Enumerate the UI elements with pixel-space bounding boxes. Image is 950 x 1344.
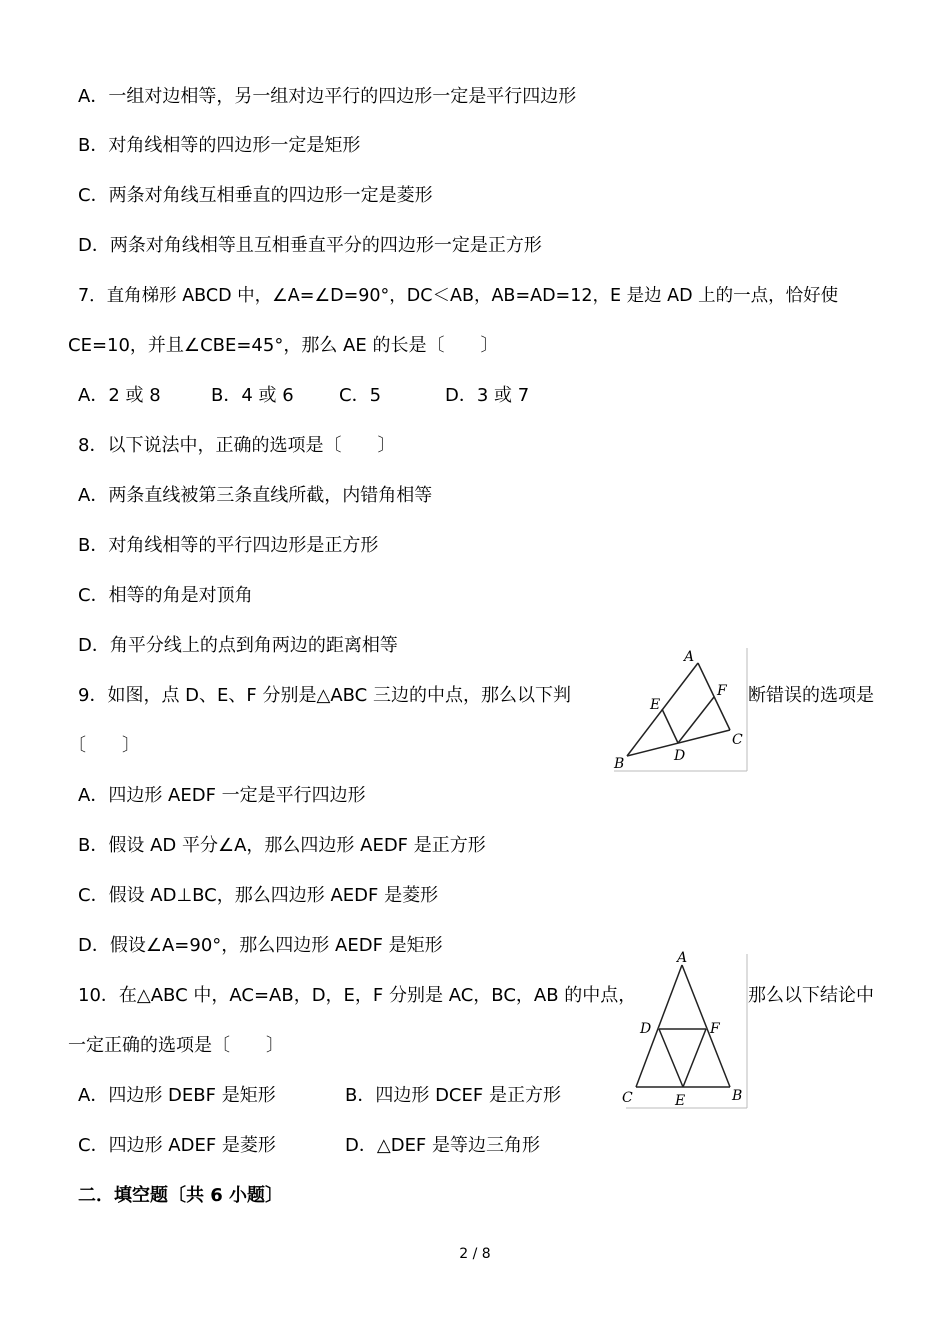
q9-stem-line2: 〔 〕	[68, 735, 140, 756]
q9-label-f: F	[717, 683, 727, 699]
q9-label-b: B	[614, 756, 625, 772]
q9-option-c: C．假设 AD⊥BC，那么四边形 AEDF 是菱形	[78, 885, 439, 906]
q10-option-a: A．四边形 DEBF 是矩形	[78, 1085, 276, 1106]
q10-stem-line2: 一定正确的选项是〔 〕	[68, 1035, 284, 1056]
q9-triangle-diagram	[612, 646, 748, 772]
q9-label-a: A	[684, 649, 695, 665]
q8-option-a: A．两条直线被第三条直线所截，内错角相等	[78, 485, 433, 506]
page-number: 2 / 8	[459, 1246, 491, 1262]
q9-segment-ed	[662, 709, 678, 743]
q9-option-a: A．四边形 AEDF 一定是平行四边形	[78, 785, 366, 806]
q9-stem-left: 9．如图，点 D、E、F 分别是△ABC 三边的中点，那么以下判	[78, 685, 571, 706]
q10-stem-right: 那么以下结论中	[748, 985, 874, 1006]
q7-option-a: A．2 或 8	[78, 385, 161, 406]
q7-stem-line1: 7．直角梯形 ABCD 中，∠A=∠D=90°，DC＜AB，AB=AD=12，E 是边 AD 上的一点，恰好使	[78, 286, 839, 306]
q10-segment-fe	[683, 1029, 706, 1087]
q10-options-row-2	[0, 1134, 950, 1158]
q10-option-b: B．四边形 DCEF 是正方形	[345, 1085, 561, 1106]
q10-label-a: A	[677, 950, 688, 966]
q7-option-d: D．3 或 7	[445, 385, 530, 406]
q10-label-e: E	[675, 1093, 686, 1109]
q10-label-c: C	[622, 1090, 633, 1106]
q10-label-b: B	[732, 1088, 743, 1104]
q8-option-b: B．对角线相等的平行四边形是正方形	[78, 535, 379, 556]
q9-triangle-figure	[612, 646, 748, 772]
q9-label-d: D	[674, 748, 686, 764]
q9-option-b: B．假设 AD 平分∠A，那么四边形 AEDF 是正方形	[78, 835, 486, 856]
q8-option-c: C．相等的角是对顶角	[78, 585, 253, 606]
q7-options-row	[0, 384, 950, 408]
q9-label-c: C	[732, 732, 743, 748]
q10-option-d: D．△DEF 是等边三角形	[345, 1135, 541, 1156]
q8-option-d: D．角平分线上的点到角两边的距离相等	[78, 635, 398, 656]
q9-option-d: D．假设∠A=90°，那么四边形 AEDF 是矩形	[78, 935, 443, 956]
q10-stem-left: 10．在△ABC 中，AC=AB，D，E，F 分别是 AC，BC，AB 的中点，	[78, 985, 637, 1006]
q10-side-ab	[682, 965, 730, 1087]
q10-options-row-1	[0, 1084, 950, 1108]
q7-stem-line2: CE=10，并且∠CBE=45°，那么 AE 的长是〔 〕	[68, 335, 499, 356]
q10-segment-de	[659, 1029, 683, 1087]
q6-option-d: D．两条对角线相等且互相垂直平分的四边形一定是正方形	[78, 235, 542, 256]
q10-option-c: C．四边形 ADEF 是菱形	[78, 1135, 276, 1156]
q8-stem: 8．以下说法中，正确的选项是〔 〕	[78, 435, 396, 456]
q6-option-c: C．两条对角线互相垂直的四边形一定是菱形	[78, 185, 433, 206]
q10-label-d: D	[640, 1021, 652, 1037]
q10-label-f: F	[710, 1021, 720, 1037]
section-2-heading: 二．填空题〔共 6 小题〕	[78, 1185, 284, 1206]
q6-option-a: A．一组对边相等，另一组对边平行的四边形一定是平行四边形	[78, 86, 577, 107]
q7-option-c: C．5	[339, 385, 382, 406]
q9-label-e: E	[650, 697, 661, 713]
q7-option-b: B．4 或 6	[211, 385, 294, 406]
q9-stem-right: 断错误的选项是	[748, 685, 874, 706]
q6-option-b: B．对角线相等的四边形一定是矩形	[78, 135, 361, 156]
